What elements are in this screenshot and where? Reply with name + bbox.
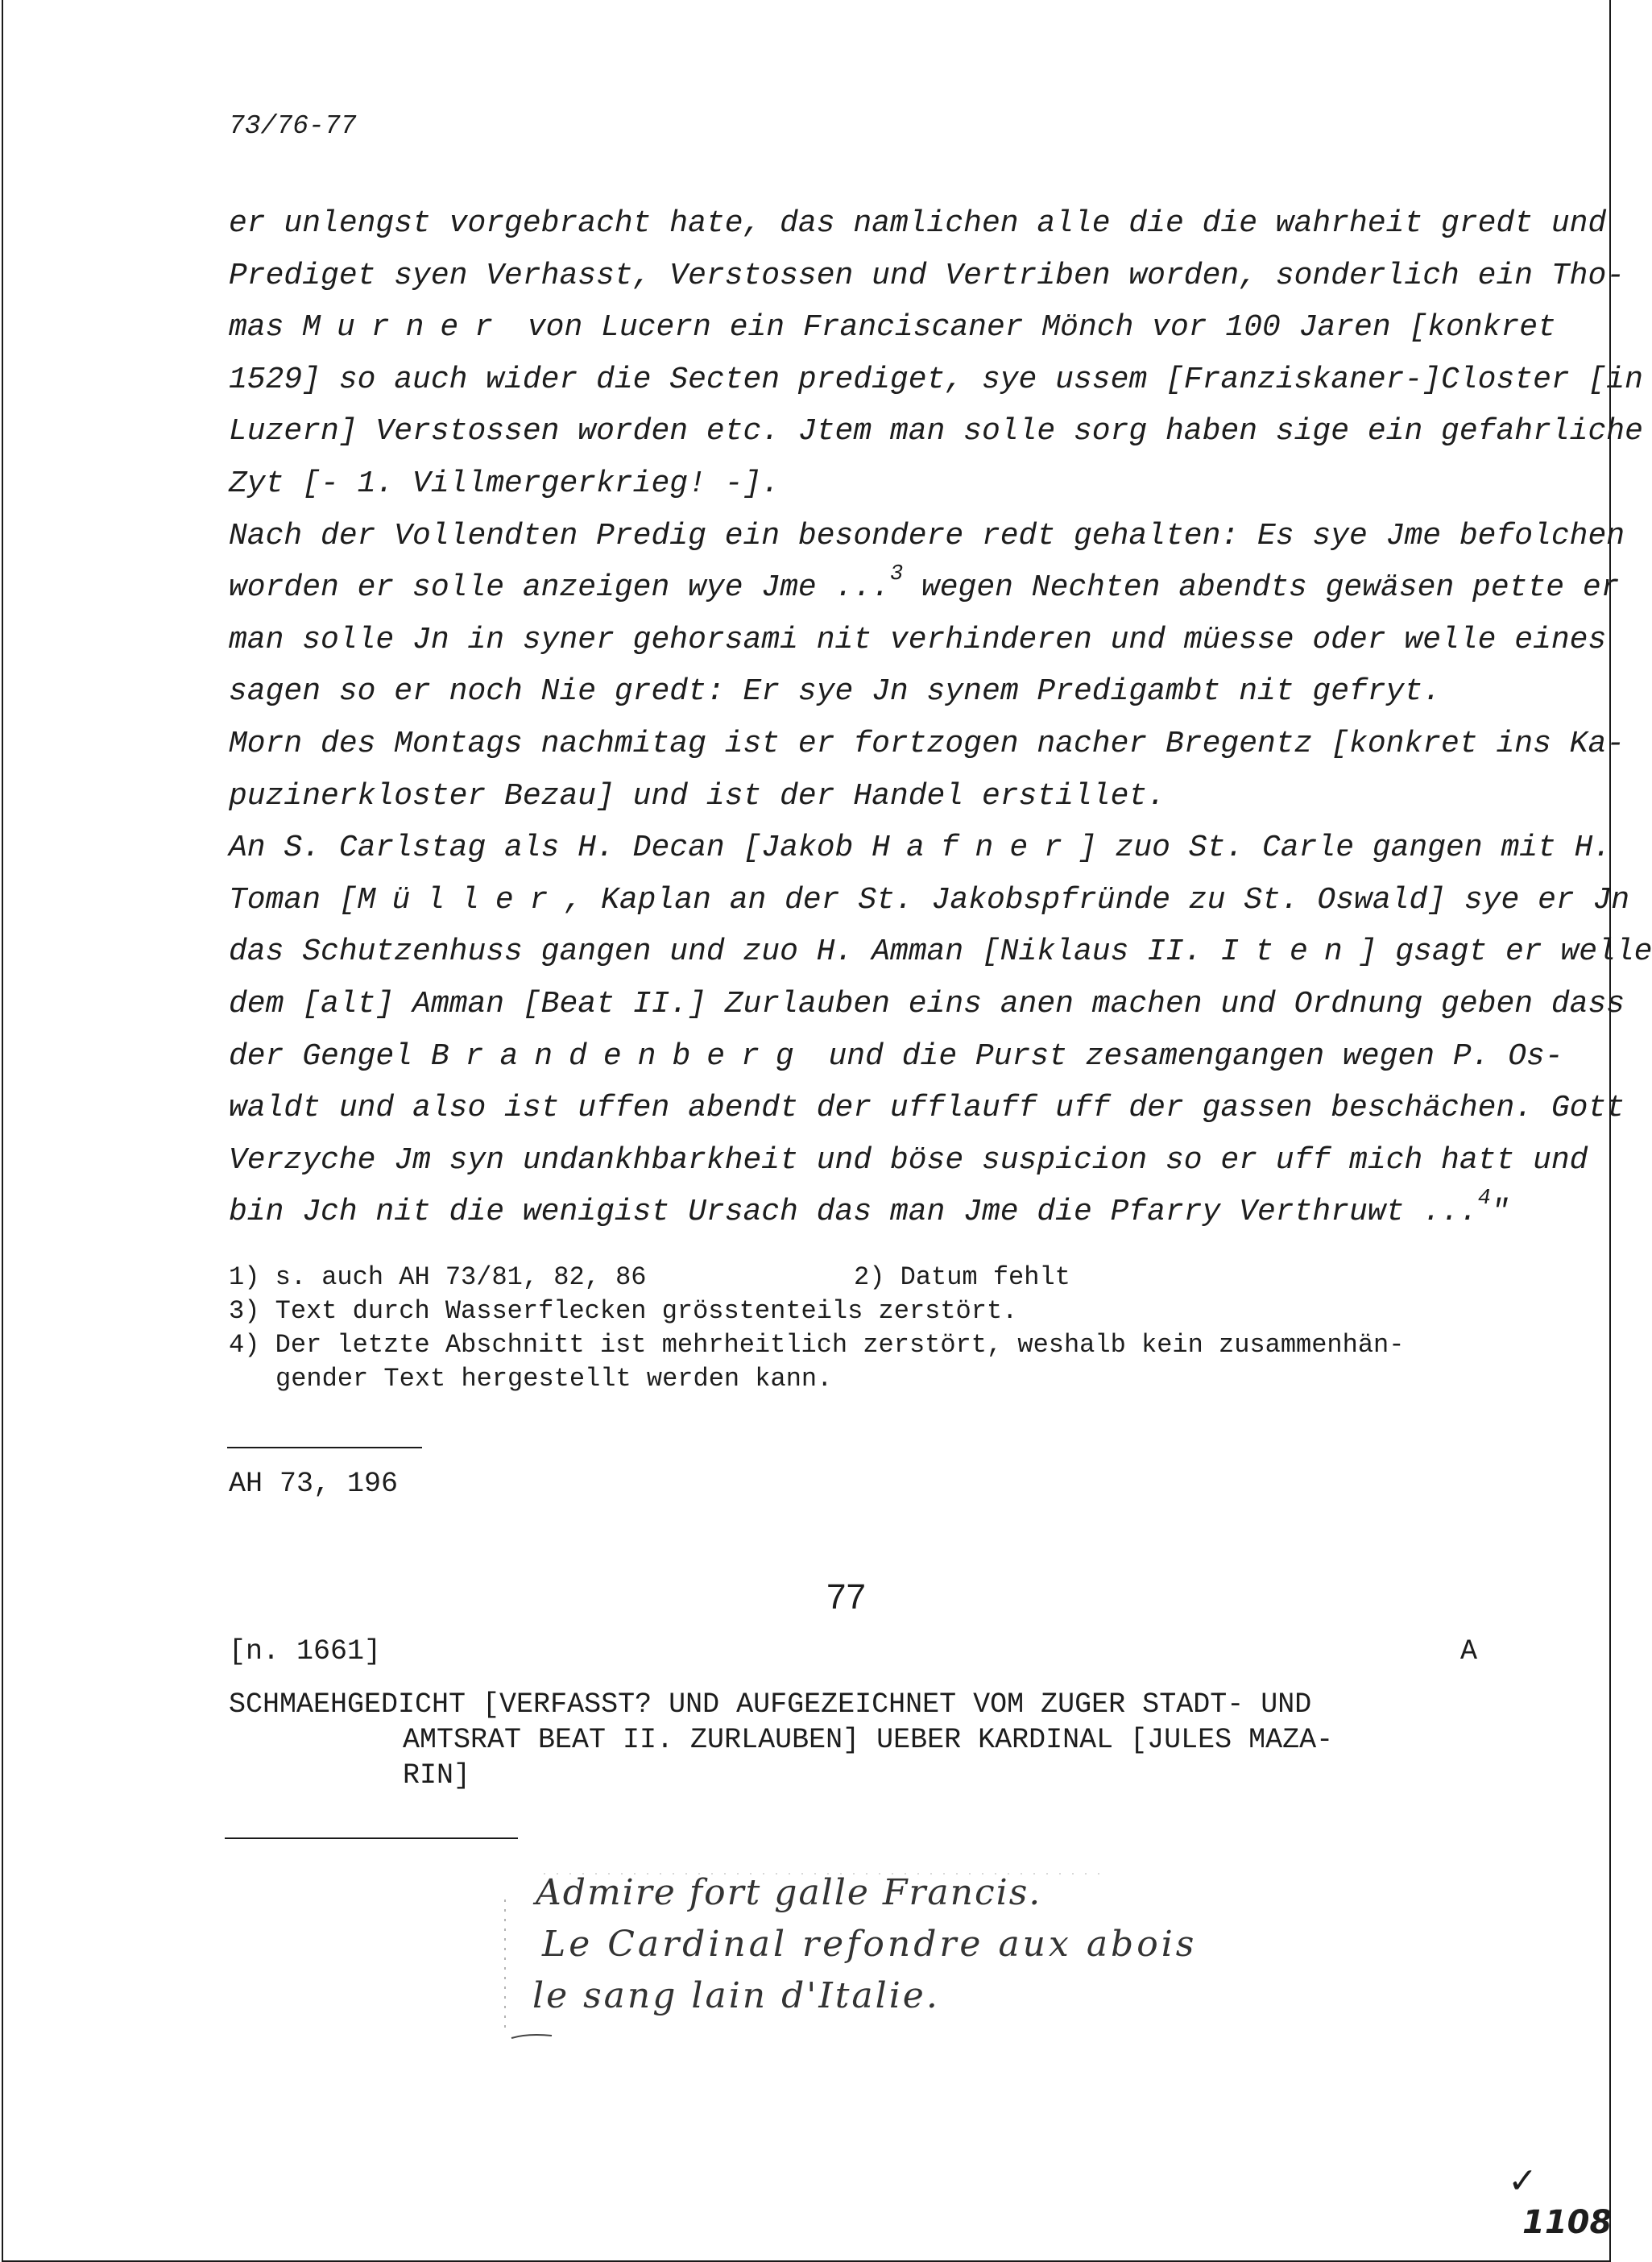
footnote-3: 3) Text durch Wasserflecken grösstenteils zerstört. bbox=[229, 1296, 1018, 1326]
text-line bbox=[229, 719, 1625, 771]
manuscript-line-3: le sang lain d'Italie. bbox=[532, 1975, 940, 2016]
text-run: Verzyche Jm syn undankhbarkheit und böse suspicion so er uff mich hatt und bbox=[229, 1142, 1588, 1178]
divider-rule bbox=[227, 1447, 422, 1448]
text-run: Luzern] Verstossen worden etc. Jtem man solle sorg haben sige ein gefahrliche bbox=[229, 414, 1643, 450]
text-line bbox=[229, 302, 1556, 354]
text-line bbox=[229, 511, 1625, 563]
footnote-marker: 4 bbox=[1477, 1187, 1491, 1212]
text-line bbox=[229, 875, 1630, 927]
spaced-name: Murner bbox=[302, 310, 510, 346]
text-line bbox=[229, 198, 1607, 251]
spaced-name: Brandenberg bbox=[430, 1038, 810, 1074]
text-line bbox=[229, 615, 1607, 667]
text-run: der Gengel bbox=[229, 1038, 431, 1074]
text-line bbox=[229, 354, 1643, 407]
page-number: 1108 bbox=[1522, 2204, 1613, 2241]
text-run: Toman [ bbox=[229, 882, 358, 918]
document-heading bbox=[229, 1687, 1501, 1793]
text-line bbox=[229, 458, 1501, 511]
footnote-row-1 bbox=[229, 1261, 1501, 1295]
text-run: von Lucern ein Franciscaner Mönch vor 100 Jaren [konkret bbox=[509, 310, 1556, 346]
page-reference: 73/76-77 bbox=[229, 111, 357, 141]
text-run: waldt und also ist uffen abendt der ufflauff uff der gassen beschächen. Gott bbox=[229, 1091, 1625, 1126]
text-run: " bbox=[1490, 1195, 1509, 1230]
heading-line-2: AMTSRAT BEAT II. ZURLAUBEN] UEBER KARDINAL [JULES MAZA- bbox=[403, 1724, 1334, 1756]
text-run: , Kaplan an der St. Jakobspfründe zu St. Oswald] sye er Jn bbox=[564, 882, 1630, 918]
text-run: Morn des Montags nachmitag ist er fortzogen nacher Bregentz [konkret ins Ka- bbox=[229, 726, 1625, 761]
document-date: [n. 1661] bbox=[229, 1635, 382, 1668]
text-line bbox=[229, 666, 1501, 719]
footnote-4: 4) Der letzte Abschnitt ist mehrheitlich zerstört, weshalb kein zusammenhän- bbox=[229, 1330, 1405, 1360]
text-line bbox=[229, 251, 1625, 303]
quoted-text-block bbox=[229, 198, 1652, 1239]
text-line bbox=[229, 771, 1501, 823]
text-line bbox=[229, 979, 1625, 1031]
footnote-2: 2) Datum fehlt bbox=[854, 1262, 1070, 1292]
text-run: Prediget syen Verhasst, Verstossen und Vertriben worden, sonderlich ein Tho- bbox=[229, 258, 1625, 293]
heading-line-1: SCHMAEHGEDICHT [VERFASST? UND AUFGEZEICHNET VOM ZUGER STADT- UND bbox=[229, 1688, 1312, 1721]
text-run: sagen so er noch Nie gredt: Er sye Jn synem Predigambt nit gefryt. bbox=[229, 674, 1442, 710]
text-line bbox=[229, 406, 1643, 458]
text-run: puzinerkloster Bezau] und ist der Handel erstillet. bbox=[229, 778, 1166, 814]
spaced-name: Iten bbox=[1220, 934, 1359, 970]
text-line bbox=[229, 1135, 1588, 1187]
text-run: worden er solle anzeigen wye Jme ... bbox=[229, 570, 890, 606]
text-run: ] zuo St. Carle gangen mit H. bbox=[1078, 831, 1612, 866]
text-run: das Schutzenhuss gangen und zuo H. Amman [Niklaus II. bbox=[229, 934, 1221, 970]
manuscript-line-1: Admire fort galle Francis. bbox=[536, 1872, 1042, 1913]
text-line bbox=[229, 562, 1620, 615]
text-line bbox=[229, 1187, 1509, 1239]
text-run: und die Purst zesamengangen wegen P. Os- bbox=[809, 1038, 1563, 1074]
footnote-4-continued: gender Text hergestellt werden kann. bbox=[275, 1364, 833, 1394]
text-run: dem [alt] Amman [Beat II.] Zurlauben eins anen machen und Ordnung geben dass bbox=[229, 986, 1625, 1021]
handwritten-facsimile bbox=[495, 1867, 1198, 2061]
text-run: mas bbox=[229, 310, 303, 346]
text-run: wegen Nechten abendts gewäsen pette er bbox=[903, 570, 1620, 606]
text-run: 1529] so auch wider die Secten prediget, sye ussem [Franziskaner-]Closter [in bbox=[229, 362, 1643, 397]
heading-line-3: RIN] bbox=[403, 1759, 471, 1792]
text-line bbox=[229, 1031, 1563, 1083]
text-run: er unlengst vorgebracht hate, das namlichen alle die die wahrheit gredt und bbox=[229, 206, 1607, 241]
text-line bbox=[229, 822, 1612, 875]
check-mark: ✓ bbox=[1508, 2160, 1538, 2202]
text-line bbox=[229, 926, 1652, 979]
spaced-name: Müller bbox=[357, 882, 565, 918]
document-number: 77 bbox=[826, 1577, 866, 1617]
text-run: ] gsagt er welle bbox=[1358, 934, 1652, 970]
text-run: Nach der Vollendten Predig ein besondere redt gehalten: Es sye Jme befolchen bbox=[229, 518, 1625, 553]
text-run: An S. Carlstag als H. Decan [Jakob bbox=[229, 831, 872, 866]
text-run: Zyt [- 1. Villmergerkrieg! -]. bbox=[229, 466, 780, 501]
footnote-marker: 3 bbox=[889, 562, 904, 587]
manuscript-text bbox=[495, 1867, 1198, 2022]
text-line bbox=[229, 1083, 1625, 1135]
footnotes bbox=[229, 1261, 1501, 1396]
footnote-1: 1) s. auch AH 73/81, 82, 86 bbox=[229, 1262, 647, 1292]
classification-letter: A bbox=[1459, 1635, 1477, 1668]
manuscript-line-2: Le Cardinal refondre aux abois bbox=[542, 1924, 1198, 1965]
text-run: man solle Jn in syner gehorsami nit verhinderen und müesse oder welle eines bbox=[229, 622, 1607, 657]
spaced-name: Hafner bbox=[872, 831, 1079, 866]
text-run: bin Jch nit die wenigist Ursach das man Jme die Pfarry Verthruwt ... bbox=[229, 1195, 1478, 1230]
divider-rule-2 bbox=[225, 1837, 518, 1839]
source-reference: AH 73, 196 bbox=[229, 1468, 399, 1500]
